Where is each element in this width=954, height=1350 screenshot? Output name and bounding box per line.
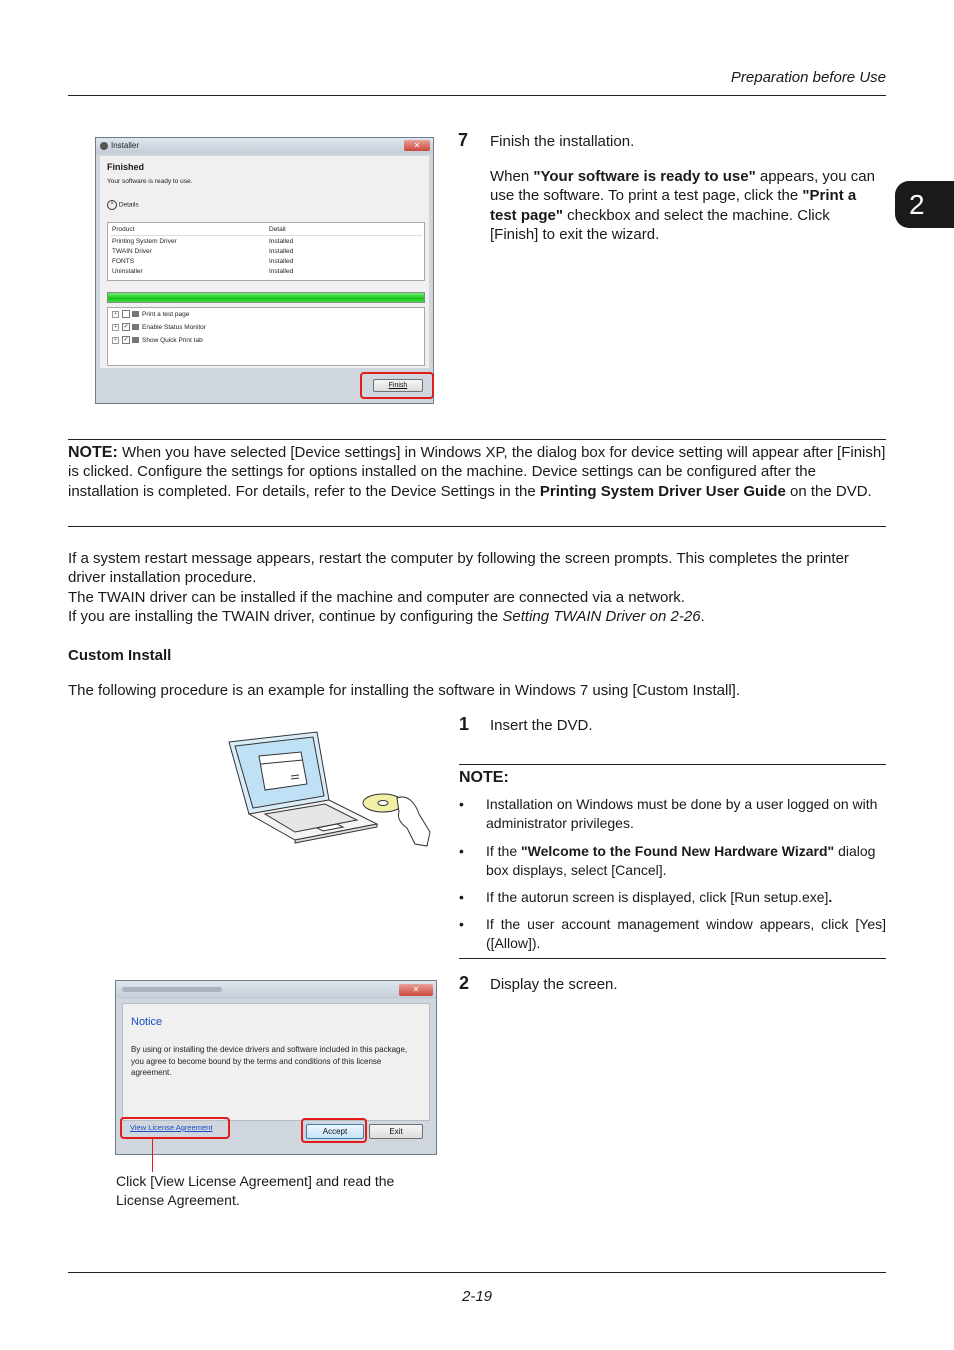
installer-window — [95, 137, 434, 404]
installer-app-icon — [100, 142, 108, 150]
printer-icon — [132, 311, 139, 317]
note2-bottom-rule — [459, 958, 886, 959]
footer-rule — [68, 1272, 886, 1273]
restart-paragraph: If a system restart message appears, restart the computer by following the screen prompts. This completes the printer driver installation procedure. The TWAIN driver can be installed if the machine and computer are connected via a network. If you are installing the TWAIN driver, continue by configuring the Setting TWAIN Driver on 2-26. — [68, 550, 849, 626]
note-top-rule — [68, 439, 886, 440]
step-1-number: 1 — [459, 714, 470, 734]
notice-body: By using or installing the device drivers and software included in this package, you agree to become bound by the terms and conditions of this license agreement. — [131, 1045, 408, 1077]
option-enable-status-monitor[interactable]: + ✓ Enable Status Monitor — [112, 323, 206, 333]
installer-close-button[interactable]: ✕ — [404, 140, 430, 151]
installer-title: Installer — [111, 141, 140, 150]
installer-content — [100, 156, 429, 368]
table-header-rule — [110, 235, 422, 236]
table-row-detail: Installed — [269, 238, 294, 245]
notice-heading: Notice — [131, 1016, 163, 1028]
license-caption: Click [View License Agreement] and read the License Agreement. — [116, 1173, 395, 1208]
dvd-icon — [363, 794, 403, 812]
step-7-number: 7 — [458, 130, 469, 150]
notice-titlebar — [116, 981, 436, 999]
finish-highlight — [360, 372, 434, 399]
page-number: 2-19 — [461, 1288, 493, 1305]
table-row-detail: Installed — [269, 248, 294, 255]
step-7-title: Finish the installation. — [490, 133, 635, 150]
accept-highlight — [301, 1118, 367, 1143]
laptop-dvd-illustration — [225, 728, 435, 850]
view-license-highlight — [120, 1117, 230, 1139]
view-license-agreement-link[interactable]: View License Agreement — [130, 1123, 213, 1132]
table-row-detail: Installed — [269, 268, 294, 275]
notice-close-button[interactable]: ✕ — [399, 984, 433, 996]
custom-install-intro: The following procedure is an example for installing the software in Windows 7 using [Custom Install]. — [68, 682, 740, 699]
chapter-tab: 2 — [895, 181, 954, 228]
checkbox-show-quick-print-tab[interactable]: ✓ — [123, 337, 129, 344]
accept-button[interactable]: Accept — [306, 1124, 364, 1139]
running-header: Preparation before Use — [730, 69, 886, 86]
note-device-settings: NOTE: When you have selected [Device settings] in Windows XP, the dialog box for device setting will appear after [Finish] is clicked. Configure the settings for options installed on the machine. Device settings can be configured after the installation is completed. For details, refer to the Device Settings in the Printing System Driver User Guide on the DVD. — [68, 444, 886, 500]
laptop-icon — [229, 732, 377, 843]
expand-icon[interactable]: + — [112, 337, 119, 344]
table-row: TWAIN Driver — [112, 248, 152, 255]
step-2-number: 2 — [459, 973, 470, 993]
col-header-detail: Detail — [269, 226, 286, 233]
step-2-title: Display the screen. — [490, 976, 618, 993]
col-header-product: Product — [112, 226, 135, 233]
details-toggle[interactable] — [107, 200, 139, 211]
table-row-detail: Installed — [269, 258, 294, 265]
checkbox-enable-status-monitor[interactable]: ✓ — [123, 324, 129, 331]
printer-icon — [132, 324, 139, 330]
custom-install-heading: Custom Install — [68, 647, 172, 664]
expand-icon[interactable]: + — [112, 311, 119, 318]
notice-window — [115, 980, 437, 1155]
installer-titlebar — [96, 138, 433, 154]
printer-icon — [132, 337, 139, 343]
note2-top-rule — [459, 764, 886, 765]
option-print-test-page[interactable]: + Print a test page — [112, 310, 189, 320]
finish-button[interactable]: Finish — [373, 379, 423, 392]
note-bottom-rule — [68, 526, 886, 527]
callout-line — [152, 1138, 153, 1172]
option-show-quick-print-tab[interactable]: + ✓ Show Quick Print tab — [112, 336, 203, 346]
details-label: Details — [118, 201, 139, 209]
hand-icon — [397, 797, 430, 846]
table-row: Printing System Driver — [112, 238, 177, 245]
chevron-up-icon: ^ — [107, 200, 117, 210]
note2-label: NOTE: — [459, 769, 509, 786]
installer-subheading: Your software is ready to use. — [107, 178, 193, 185]
step-1-title: Insert the DVD. — [490, 717, 593, 734]
step-7-body: When "Your software is ready to use" appears, you can use the software. To print a test page, click the "Print a test page" checkbox and select the machine. Click [Finish] to exit the wizard. — [490, 168, 875, 244]
table-row: FONTS — [112, 258, 135, 265]
notice-content — [122, 1003, 430, 1121]
table-row: Uninstaller — [112, 268, 143, 275]
installed-products-table — [107, 222, 425, 281]
post-install-options — [107, 307, 425, 366]
exit-button[interactable]: Exit — [369, 1124, 423, 1139]
installer-heading: Finished — [107, 162, 145, 172]
header-rule — [68, 95, 886, 96]
checkbox-print-test-page[interactable] — [122, 310, 130, 318]
blurred-window-title — [122, 987, 222, 992]
expand-icon[interactable]: + — [112, 324, 119, 331]
install-progress-bar — [107, 292, 425, 303]
